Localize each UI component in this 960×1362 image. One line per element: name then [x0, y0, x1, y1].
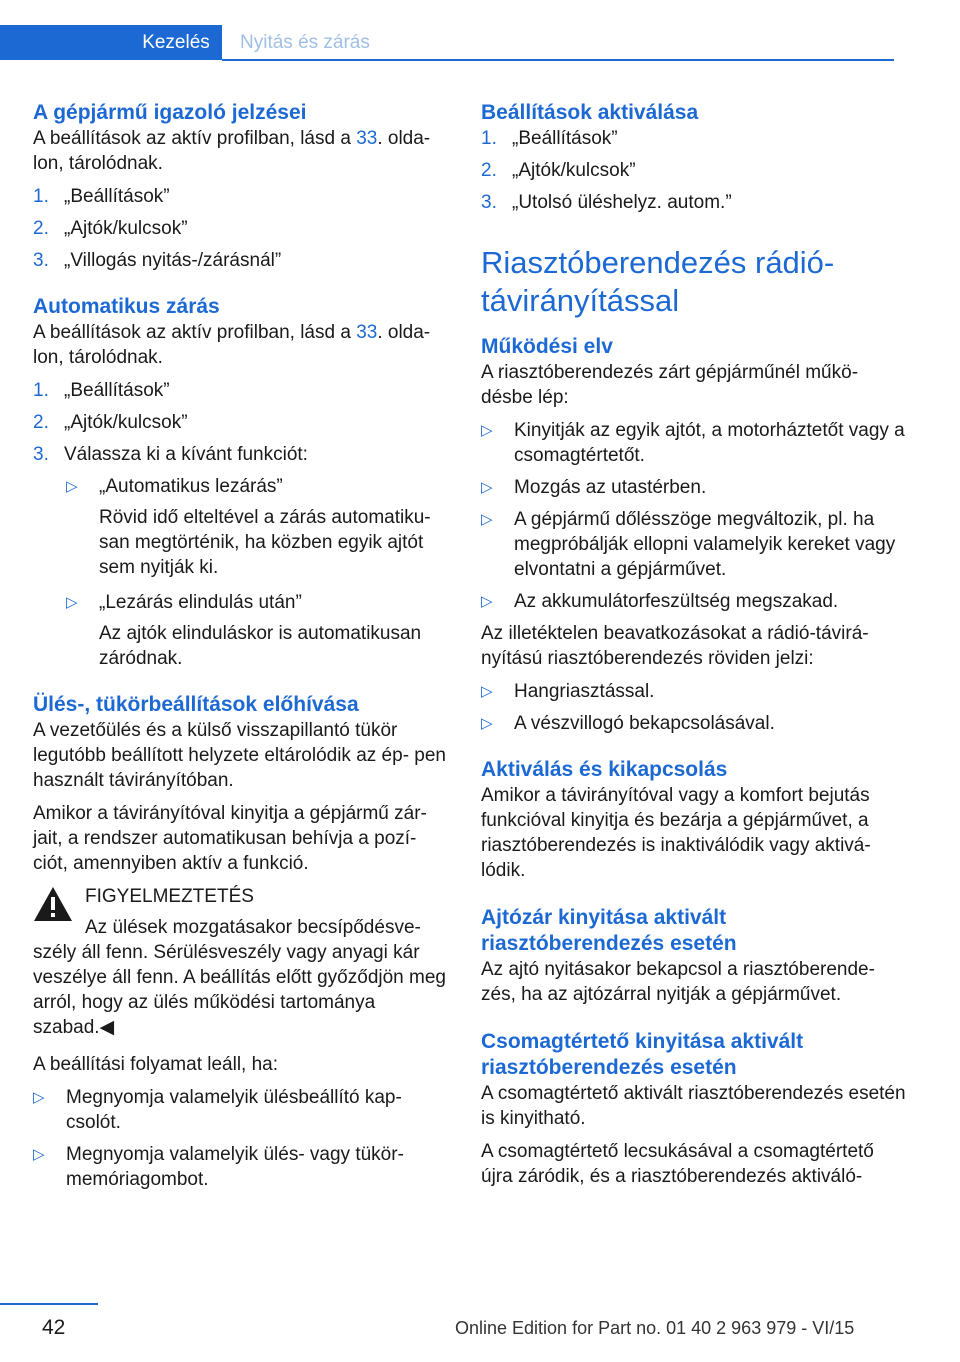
item-number: 3. [33, 250, 49, 271]
triangle-bullet-icon: ▷ [481, 715, 493, 732]
section-title-igazolo-jelzesei: A gépjármű igazoló jelzései [33, 101, 307, 124]
section-title-ajtozar: Ajtózár kinyitása aktivált riasztóberendezés esetén [481, 906, 737, 955]
triangle-bullet-icon: ▷ [481, 479, 493, 496]
header-rule [222, 59, 894, 61]
chapter-title-riasztoberendezes: Riasztóberendezés rádió‐ távirányítással [481, 245, 835, 318]
list-item [481, 126, 906, 151]
list-item [33, 442, 453, 467]
paragraph: A beállítási folyamat leáll, ha: [33, 1054, 279, 1075]
paragraph [33, 320, 453, 370]
bullet-text: Az akkumulátorfeszültség megszakad. [514, 591, 839, 612]
item-number: 2. [33, 218, 49, 239]
bullet-text: A vészvillogó bekapcsolásával. [514, 713, 775, 734]
paragraph: Az illetéktelen beavatkozásokat a rádió-távirá‐ nyítású riasztóberendezés röviden jelzi: [481, 623, 869, 669]
text: . olda‐ lon, tárolódnak. [33, 322, 431, 368]
triangle-bullet-icon: ▷ [66, 478, 78, 495]
item-number: 2. [33, 412, 49, 433]
paragraph [33, 126, 453, 176]
bullet-text: Kinyitják az egyik ajtót, a motorháztetőt vagy a csomagtértetőt. [514, 420, 905, 466]
list-item [481, 158, 906, 183]
bullet-item [481, 589, 906, 614]
text: . olda‐ lon, tárolódnak. [33, 128, 431, 174]
paragraph: A csomagtértető aktivált riasztóberendezés esetén is kinyitható. [481, 1083, 906, 1129]
bullet-item [481, 507, 906, 582]
bullet-text: Rövid idő elteltével a zárás automatiku‐ san megtörténik, ha közben egyik ajtót sem nyitják ki. [99, 507, 431, 578]
bullet-item [481, 679, 906, 704]
triangle-bullet-icon: ▷ [481, 593, 493, 610]
item-text: „Ajtók/kulcsok” [64, 412, 188, 433]
section-title-ules-tukor: Ülés-, tükörbeállítások előhívása [33, 693, 359, 716]
item-number: 1. [33, 380, 49, 401]
bullet-text: Az ajtók elinduláskor is automatikusan záródnak. [99, 623, 422, 669]
sub-bullet [66, 474, 453, 580]
item-text: „Beállítások” [64, 380, 170, 401]
triangle-bullet-icon: ▷ [481, 683, 493, 700]
paragraph: Az ajtó nyitásakor bekapcsol a riasztóberende‐ zés, ha az ajtózárral nyitják a gépjárművet. [481, 959, 875, 1005]
list-item [481, 190, 906, 215]
tab-kezeles[interactable]: Kezelés [142, 32, 210, 53]
warning-title: FIGYELMEZTETÉS [85, 886, 254, 907]
triangle-bullet-icon: ▷ [481, 511, 493, 528]
section-title-mukodesi-elv: Működési elv [481, 335, 613, 358]
bullet-item [33, 1142, 453, 1192]
edition-text: Online Edition for Part no. 01 40 2 963 979 - VI/15 [455, 1318, 855, 1338]
text: A beállítások az aktív profilban, lásd a [33, 322, 357, 343]
triangle-bullet-icon: ▷ [66, 594, 78, 611]
paragraph: A vezetőülés és a külső visszapillantó tükör legutóbb beállított helyzete eltárolódik az ép‐ pen használt távirányítóban. [33, 720, 446, 791]
item-number: 2. [481, 160, 497, 181]
bullet-title: „Lezárás elindulás után” [99, 592, 302, 613]
item-number: 3. [33, 444, 49, 465]
item-text: „Villogás nyitás-/zárásnál” [64, 250, 282, 271]
list-item [33, 410, 453, 435]
paragraph: A riasztóberendezés zárt gépjárműnél műkö‐ désbe lép: [481, 362, 859, 408]
section-title-csomagterteto: Csomagtértető kinyitása aktivált riasztóberendezés esetén [481, 1030, 804, 1079]
bullet-item [481, 475, 906, 500]
sub-bullet [66, 590, 453, 671]
footer-rule [0, 1303, 98, 1305]
left-column [33, 100, 453, 1199]
bullet-text: Mozgás az utastérben. [514, 477, 707, 498]
bullet-text: Hangriasztással. [514, 681, 655, 702]
paragraph: A csomagtértető lecsukásával a csomagtértető újra záródik, és a riasztóberendezés aktiváló‐ [481, 1141, 874, 1187]
bullet-item [481, 711, 906, 736]
warning-text-cont: szély áll fenn. Sérülésveszély vagy anyagi kár veszélye áll fenn. A beállítás előtt győződjön meg arról, hogy az ülés működési tartománya szabad.◀ [33, 942, 446, 1038]
item-text: „Utolsó üléshelyz. autom.” [512, 192, 732, 213]
warning-triangle-icon [33, 886, 73, 922]
list-item [33, 216, 453, 241]
warning-text: Az ülések mozgatásakor becsípődésve‐ [85, 917, 421, 938]
triangle-bullet-icon: ▷ [33, 1089, 45, 1106]
section-title-aktivalas-kikapcsolas: Aktiválás és kikapcsolás [481, 758, 728, 781]
item-text: Válassza ki a kívánt funkciót: [64, 444, 308, 465]
right-column [481, 100, 906, 1197]
warning-box [33, 884, 453, 1040]
triangle-bullet-icon: ▷ [33, 1146, 45, 1163]
item-number: 3. [481, 192, 497, 213]
item-text: „Ajtók/kulcsok” [64, 218, 188, 239]
bullet-title: „Automatikus lezárás” [99, 476, 283, 497]
list-item [33, 378, 453, 403]
section-title-beallitasok-aktivalasa: Beállítások aktiválása [481, 101, 699, 124]
list-item [33, 248, 453, 273]
item-number: 1. [33, 186, 49, 207]
page-link[interactable]: 33 [356, 322, 378, 343]
bullet-item [481, 418, 906, 468]
bullet-text: Megnyomja valamelyik ülésbeállító kap‐ csolót. [66, 1087, 402, 1133]
bullet-text: Megnyomja valamelyik ülés- vagy tükör‐ memóriagombot. [66, 1144, 404, 1190]
item-number: 1. [481, 128, 497, 149]
item-text: „Ajtók/kulcsok” [512, 160, 636, 181]
list-item [33, 184, 453, 209]
tab-nyitas-es-zaras[interactable]: Nyitás és zárás [240, 32, 370, 53]
item-text: „Beállítások” [64, 186, 170, 207]
paragraph: Amikor a távirányítóval vagy a komfort bejutás funkcióval kinyitja és bezárja a gépjárművet, a riasztóberendezés is inaktiválódik vagy aktivá‐ lódik. [481, 785, 871, 881]
paragraph: Amikor a távirányítóval kinyitja a gépjármű zár‐ jait, a rendszer automatikusan behívja a pozí‐ ciót, amennyiben aktív a funkció. [33, 803, 427, 874]
page-link[interactable]: 33 [356, 128, 378, 149]
bullet-text: A gépjármű dőlésszöge megváltozik, pl. ha megpróbálják ellopni valamelyik kereket vagy elvontatni a gépjárművet. [514, 509, 896, 580]
page-number: 42 [42, 1316, 66, 1339]
text: A beállítások az aktív profilban, lásd a [33, 128, 357, 149]
triangle-bullet-icon: ▷ [481, 422, 493, 439]
bullet-item [33, 1085, 453, 1135]
section-title-automatikus-zaras: Automatikus zárás [33, 295, 220, 318]
item-text: „Beállítások” [512, 128, 618, 149]
